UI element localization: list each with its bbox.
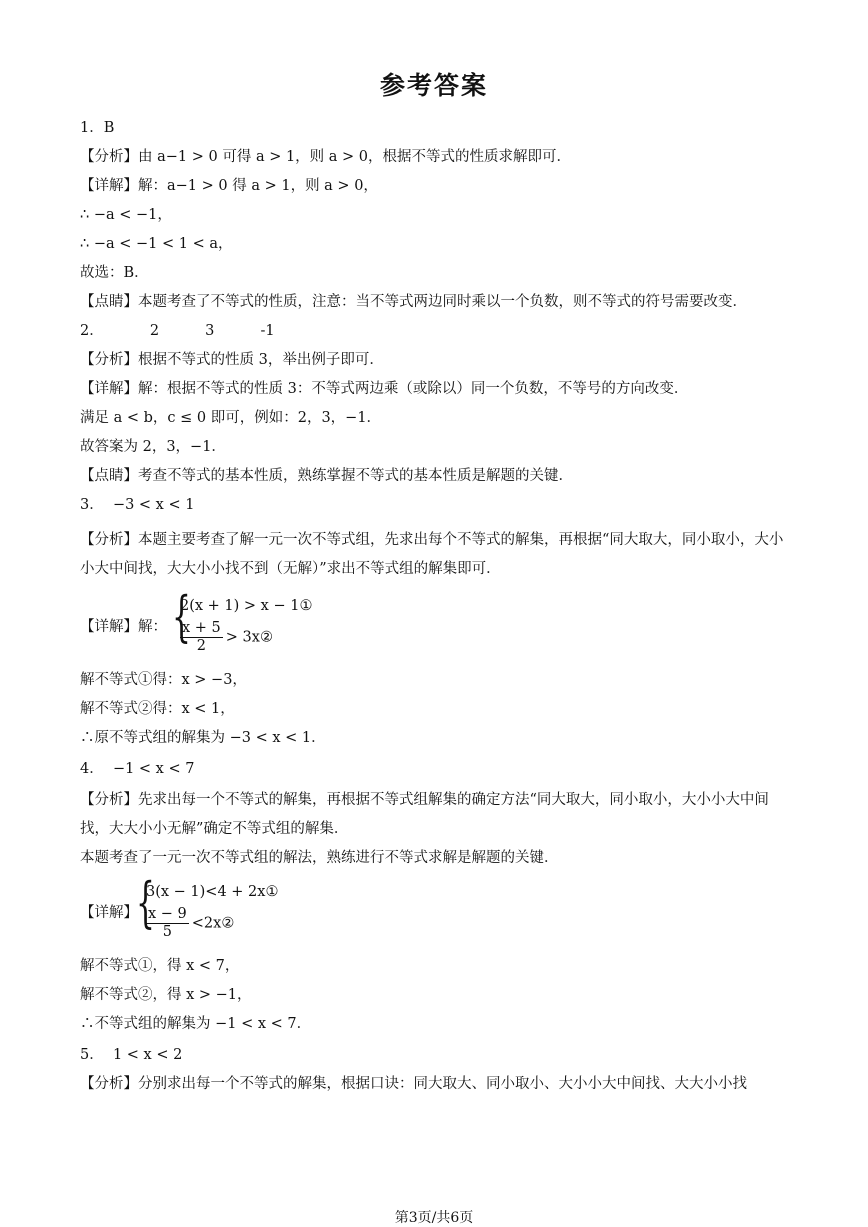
analysis-tag: 【分析】 xyxy=(80,1076,138,1092)
q4-solution-2: 解不等式②，得 x > −1， xyxy=(80,987,252,1003)
q4-answer: 4． −1 < x < 7 xyxy=(80,761,195,777)
q4-inequality-2-rest: <2x② xyxy=(191,915,235,932)
q1-step2: ∴ −a < −1 < 1 < a， xyxy=(80,236,233,252)
q4-analysis xyxy=(80,786,795,844)
q4-inequality-2 xyxy=(146,906,234,941)
q2-condition: 满足 a < b，c ≤ 0 即可，例如：2，3，−1． xyxy=(80,410,382,426)
comment-tag: 【点睛】 xyxy=(80,294,138,310)
fraction-numerator: x − 9 xyxy=(148,906,187,922)
detail-tag: 【详解】 xyxy=(80,619,138,635)
q2-result: 故答案为 2，3，−1． xyxy=(80,439,226,455)
page-footer: 第3页/共6页 xyxy=(394,1210,474,1226)
detail-tag: 【详解】 xyxy=(80,381,138,397)
q3-inequality-2-rest: > 3x② xyxy=(225,629,273,646)
fraction-denominator: 2 xyxy=(196,638,206,654)
q2-comment-text: 考查不等式的基本性质，熟练掌握不等式的基本性质是解题的关键． xyxy=(138,468,573,484)
detail-tag: 【详解】 xyxy=(80,178,138,194)
q5-analysis-text: 分别求出每一个不等式的解集，根据口诀：同大取大、同小取小、大小小大中间找、大大小小找 xyxy=(138,1076,747,1092)
fraction-numerator: x + 5 xyxy=(182,620,221,636)
q2-analysis-text: 根据不等式的性质 3，举出例子即可． xyxy=(138,352,384,368)
q3-detail-lead: 解： xyxy=(138,619,167,635)
q3-solution-1: 解不等式①得：x > −3， xyxy=(80,672,247,688)
system-brace: { xyxy=(136,871,155,934)
q3-analysis xyxy=(80,526,795,584)
q2-comment xyxy=(80,466,573,486)
q3-analysis-text: 本题主要考查了解一元一次不等式组，先求出每个不等式的解集，再根据“同大取大，同小取小，大小小大中间找，大大小小找不到（无解）”求出不等式组的解集即可． xyxy=(80,532,784,577)
q3-solution-2: 解不等式②得：x < 1， xyxy=(80,701,235,717)
q2-detail-text: 解：根据不等式的性质 3：不等式两边乘（或除以）同一个负数，不等号的方向改变． xyxy=(138,381,689,397)
q4-solution-set: ∴不等式组的解集为 −1 < x < 7． xyxy=(80,1016,312,1032)
comment-tag: 【点睛】 xyxy=(80,468,138,484)
q1-choose: 故选：B． xyxy=(80,265,149,281)
q1-detail-text: 解：a−1 > 0 得 a > 1，则 a > 0， xyxy=(138,178,378,194)
q1-comment xyxy=(80,292,747,312)
q1-detail xyxy=(80,176,378,196)
q3-answer: 3． −3 < x < 1 xyxy=(80,497,195,513)
q3-detail-label xyxy=(80,615,167,636)
fraction xyxy=(146,906,189,941)
detail-tag: 【详解】 xyxy=(80,905,138,921)
q3-inequality-2 xyxy=(180,620,273,655)
q1-analysis-text: 由 a−1 > 0 可得 a > 1，则 a > 0，根据不等式的性质求解即可． xyxy=(138,149,572,165)
analysis-tag: 【分析】 xyxy=(80,792,138,808)
q4-analysis-text: 先求出每一个不等式的解集，再根据不等式组解集的确定方法“同大取大，同小取小，大小小大中间找，大大小小无解”确定不等式组的解集． xyxy=(80,792,769,837)
q4-note: 本题考查了一元一次不等式组的解法，熟练进行不等式求解是解题的关键． xyxy=(80,850,559,866)
page-title: 参考答案 xyxy=(379,71,488,100)
q1-answer: 1．B xyxy=(80,120,115,136)
q4-solution-1: 解不等式①，得 x < 7， xyxy=(80,958,240,974)
q2-answer: 2． 2 3 -1 xyxy=(80,323,275,339)
analysis-tag: 【分析】 xyxy=(80,532,138,548)
q3-solution-set: ∴原不等式组的解集为 −3 < x < 1． xyxy=(80,730,326,746)
q3-inequality-1: 2(x + 1) > x − 1① xyxy=(180,598,313,614)
q4-inequality-1: 3(x − 1)<4 + 2x① xyxy=(146,884,279,900)
analysis-tag: 【分析】 xyxy=(80,149,138,165)
q2-analysis xyxy=(80,350,384,370)
fraction-denominator: 5 xyxy=(162,924,172,940)
q1-analysis xyxy=(80,147,571,167)
q5-analysis xyxy=(80,1074,747,1094)
q4-detail-label xyxy=(80,901,138,922)
q1-comment-text: 本题考查了不等式的性质，注意：当不等式两边同时乘以一个负数，则不等式的符号需要改变． xyxy=(138,294,747,310)
system-brace: { xyxy=(172,585,191,648)
q1-step1: ∴ −a < −1， xyxy=(80,207,172,223)
fraction xyxy=(180,620,223,655)
q5-answer: 5． 1 < x < 2 xyxy=(80,1047,183,1063)
q2-detail xyxy=(80,379,688,399)
analysis-tag: 【分析】 xyxy=(80,352,138,368)
